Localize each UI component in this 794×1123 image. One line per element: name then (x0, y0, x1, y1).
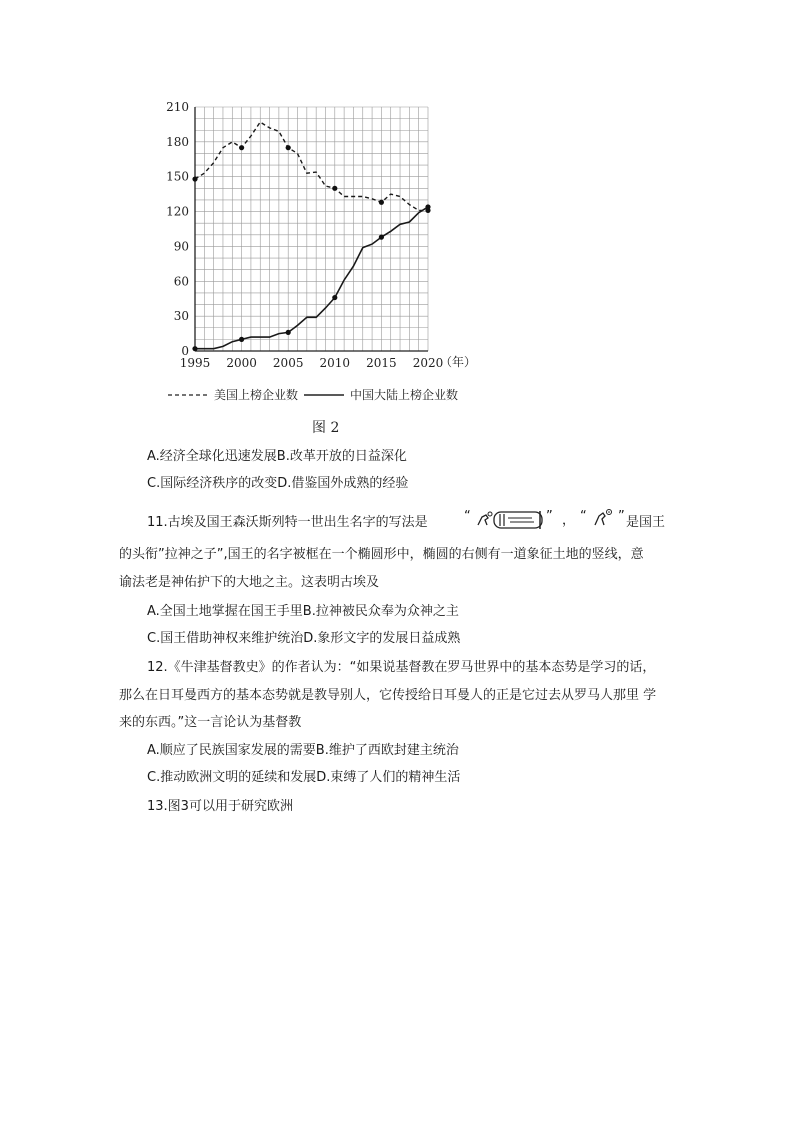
x-axis-unit-label: （年） (440, 355, 477, 369)
y-tick-label: 180 (166, 134, 189, 149)
x-tick-label: 2015 (366, 356, 397, 370)
x-axis-ticks (180, 356, 444, 370)
q12-stem-line-3: 来的东西。”这一言论认为基督教 (119, 715, 302, 730)
q11-quote-open-2: “ (580, 509, 587, 524)
q11-stem-start: 11.古埃及国王森沃斯列特一世出生名字的写法是 (147, 515, 428, 530)
x-tick-label: 2010 (319, 356, 351, 370)
data-point-cn (239, 337, 244, 342)
hieroglyph-son-of-ra-image (592, 507, 616, 529)
x-tick-label: 2005 (272, 356, 304, 370)
data-point-cn (192, 346, 197, 351)
x-tick-label: 2000 (226, 356, 257, 370)
series-line-us (195, 122, 428, 210)
data-point-us (379, 200, 384, 205)
y-axis-ticks (166, 100, 189, 358)
data-point-us (286, 145, 291, 150)
q11-comma: ， (562, 513, 576, 528)
legend-label-cn: 中国大陆上榜企业数 (350, 388, 459, 402)
y-tick-label: 90 (173, 239, 189, 254)
q11-quote-open-1: “ (464, 509, 471, 524)
chart-series (192, 122, 430, 351)
hieroglyph-full-name-image (474, 509, 544, 531)
series-line-cn (195, 207, 428, 349)
q12-options-ab: A.顺应了民族国家发展的需要B.维护了西欧封建主统治 (147, 743, 459, 758)
data-point-us (332, 186, 337, 191)
y-tick-label: 120 (166, 204, 189, 219)
q12-options-cd: C.推动欧洲文明的延续和发展D.束缚了人们的精神生活 (147, 770, 461, 785)
y-tick-label: 0 (181, 344, 189, 358)
data-point-cn (286, 330, 291, 335)
data-point-cn (425, 204, 430, 209)
q12-stem-line-1: 12.《牛津基督教史》的作者认为：“如果说基督教在罗马世界中的基本态势是学习的话， (147, 660, 656, 675)
q11-stem-line-1-end: 是国王 (626, 515, 666, 530)
q11-quote-close-1: ” (546, 509, 553, 524)
line-chart-figure-2 (160, 95, 490, 440)
y-tick-label: 30 (173, 309, 189, 324)
x-tick-label: 2020 (412, 356, 444, 370)
data-point-cn (332, 295, 337, 300)
data-point-us (192, 176, 197, 181)
q11-stem-line-1 (147, 514, 428, 532)
figure-caption: 图 2 (312, 420, 340, 436)
q10-options-ab: A.经济全球化迅速发展B.改革开放的日益深化 (147, 449, 407, 464)
q11-quote-close-2: ” (618, 509, 625, 524)
chart-legend (168, 387, 458, 402)
q11-stem-line-3: 谕法老是神佑护下的大地之主。这表明古埃及 (119, 575, 380, 590)
y-tick-label: 210 (166, 100, 189, 114)
q11-options-cd: C.国王借助神权来维护统治D.象形文字的发展日益成熟 (147, 631, 461, 646)
y-tick-label: 60 (173, 274, 189, 289)
q11-stem-line-2: 的头衔”拉神之子”,国王的名字被框在一个椭圆形中，椭圆的右侧有一道象征土地的竖线，意 (119, 547, 644, 562)
data-point-cn (379, 235, 384, 240)
q10-options-cd: C.国际经济秩序的改变D.借鉴国外成熟的经验 (147, 476, 409, 491)
x-tick-label: 1995 (179, 356, 211, 370)
legend-label-us: 美国上榜企业数 (214, 388, 299, 402)
q13-stem-line-1: 13.图3可以用于研究欧洲 (147, 799, 293, 814)
q12-stem-line-2: 那么在日耳曼西方的基本态势就是教导别人，它传授给日耳曼人的正是它过去从罗马人那里 学 (119, 688, 657, 703)
y-tick-label: 150 (166, 169, 189, 184)
data-point-us (239, 145, 244, 150)
q11-options-ab: A.全国土地掌握在国王手里B.拉神被民众奉为众神之主 (147, 604, 459, 619)
